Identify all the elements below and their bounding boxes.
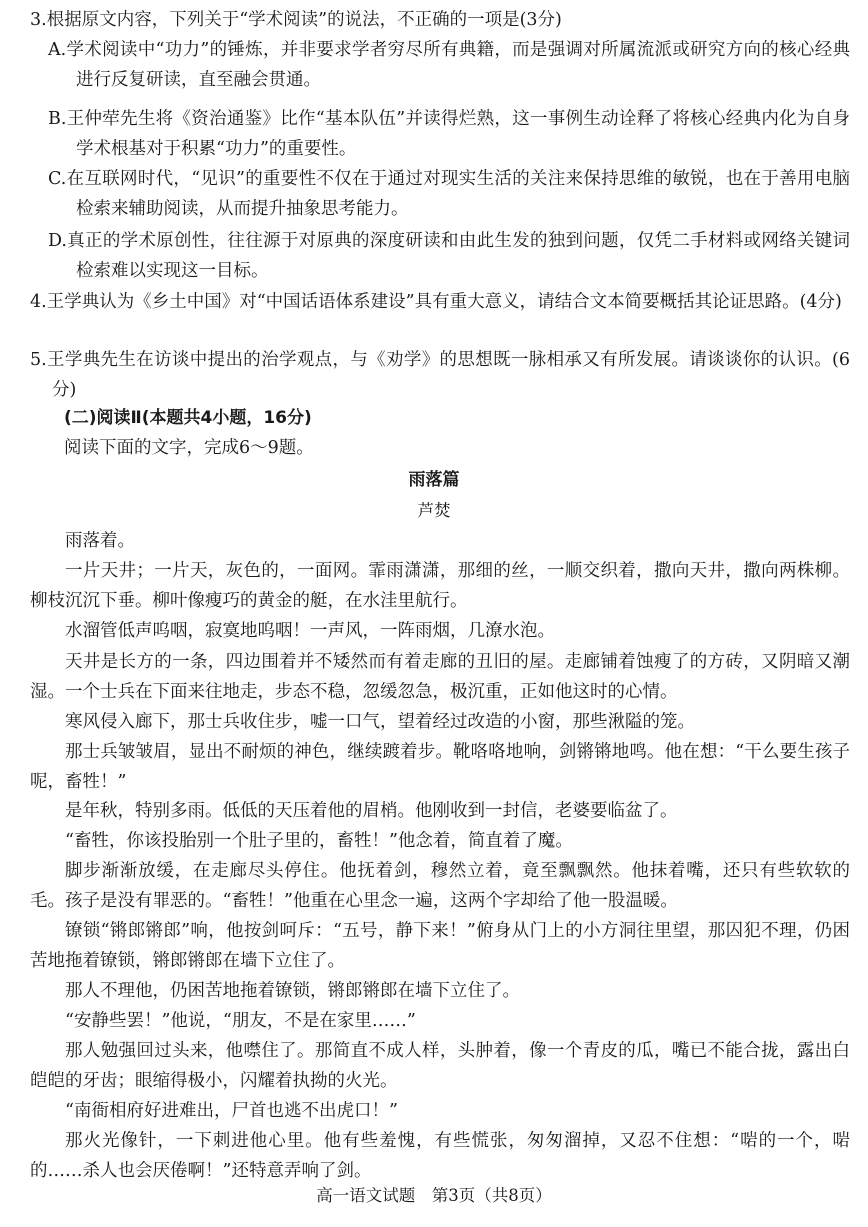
story-paragraph: 那人勉强回过头来，他噤住了。那简直不成人样，头肿着，像一个青皮的瓜，嘴已不能合拢，露出白皑皑的牙齿；眼缩得极小，闪耀着执拗的火光。 bbox=[30, 1041, 850, 1091]
story-author: 芦焚 bbox=[417, 501, 451, 520]
page-footer: 高一语文试题 第3页（共8页） bbox=[316, 1186, 552, 1205]
question-4: 4.王学典认为《乡土中国》对“中国话语体系建设”具有重大意义，请结合文本简要概括其论证思路。(4分) bbox=[30, 292, 842, 312]
story-paragraph: 脚步渐渐放缓，在走廊尽头停住。他抚着剑，穆然立着，竟至飘飘然。他抹着嘴，还只有些软软的毛。孩子是没有罪恶的。“畜牲！”他重在心里念一遍，这两个字却给了他一股温暖。 bbox=[30, 861, 850, 911]
story-paragraph: 是年秋，特别多雨。低低的天压着他的眉梢。他刚收到一封信，老婆要临盆了。 bbox=[65, 801, 678, 821]
question-3-stem: 3.根据原文内容，下列关于“学术阅读”的说法，不正确的一项是(3分) bbox=[30, 10, 562, 30]
question-3-option-b: B.王仲荦先生将《资治通鉴》比作“基本队伍”并读得烂熟，这一事例生动诠释了将核心经典内化为自身学术根基对于积累“功力”的重要性。 bbox=[48, 109, 850, 159]
question-3-option-d: D.真正的学术原创性，往往源于对原典的深度研读和由此生发的独到问题，仅凭二手材料或网络关键词检索难以实现这一目标。 bbox=[48, 231, 850, 281]
story-paragraph: 那火光像针，一下刺进他心里。他有些羞愧，有些慌张，匆匆溜掉，又忍不住想：“啱的一个，啱的……杀人也会厌倦啊！”还特意弄响了剑。 bbox=[30, 1131, 850, 1181]
question-3-option-c: C.在互联网时代，“见识”的重要性不仅在于通过对现实生活的关注来保持思维的敏锐，也在于善用电脑检索来辅助阅读，从而提升抽象思考能力。 bbox=[48, 169, 850, 219]
story-paragraph: 天井是长方的一条，四边围着并不矮然而有着走廊的丑旧的屋。走廊铺着蚀瘦了的方砖，又阴暗又潮湿。一个士兵在下面来往地走，步态不稳，忽缓忽急，极沉重，正如他这时的心情。 bbox=[30, 652, 850, 702]
story-title: 雨落篇 bbox=[408, 470, 460, 490]
story-paragraph: “南衙相府好进难出，尸首也逃不出虎口！” bbox=[65, 1101, 398, 1121]
story-paragraph: 那士兵皱皱眉，显出不耐烦的神色，继续踱着步。靴咯咯地响，剑锵锵地鸣。他在想：“干么要生孩子呢，畜牲！” bbox=[30, 742, 850, 792]
question-3-option-a: A.学术阅读中“功力”的锤炼，并非要求学者穷尽所有典籍，而是强调对所属流派或研究方向的核心经典进行反复研读，直至融会贯通。 bbox=[48, 40, 850, 90]
story-paragraph: 寒风侵入廊下，那士兵收住步，嘘一口气，望着经过改造的小窗，那些湫隘的笼。 bbox=[65, 712, 695, 732]
section-title: (二)阅读Ⅱ(本题共4小题，16分) bbox=[64, 408, 312, 428]
story-paragraph: “安静些罢！”他说，“朋友，不是在家里……” bbox=[65, 1011, 416, 1031]
story-paragraph: 水溜管低声呜咽，寂寞地呜咽！一声风，一阵雨烟，几潦水泡。 bbox=[65, 621, 555, 641]
story-paragraph: “畜牲，你该投胎别一个肚子里的，畜牲！”他念着，简直着了魔。 bbox=[65, 831, 573, 851]
story-paragraph: 一片天井；一片天，灰色的，一面网。霏雨潇潇，那细的丝，一顺交织着，撒向天井，撒向两株柳。柳枝沉沉下垂。柳叶像瘦巧的黄金的艇，在水洼里航行。 bbox=[30, 561, 850, 611]
story-paragraph: 雨落着。 bbox=[65, 531, 135, 551]
story-paragraph: 那人不理他，仍困苦地拖着镣锁，锵郎锵郎在墙下立住了。 bbox=[65, 981, 520, 1001]
question-5: 5.王学典先生在访谈中提出的治学观点，与《劝学》的思想既一脉相承又有所发展。请谈谈你的认识。(6分) bbox=[30, 350, 850, 400]
story-paragraph: 镣锁“锵郎锵郎”响，他按剑呵斥：“五号，静下来！”俯身从门上的小方洞往里望，那囚犯不理，仍困苦地拖着镣锁，锵郎锵郎在墙下立住了。 bbox=[30, 921, 850, 971]
section-intro: 阅读下面的文字，完成6～9题。 bbox=[64, 438, 314, 458]
